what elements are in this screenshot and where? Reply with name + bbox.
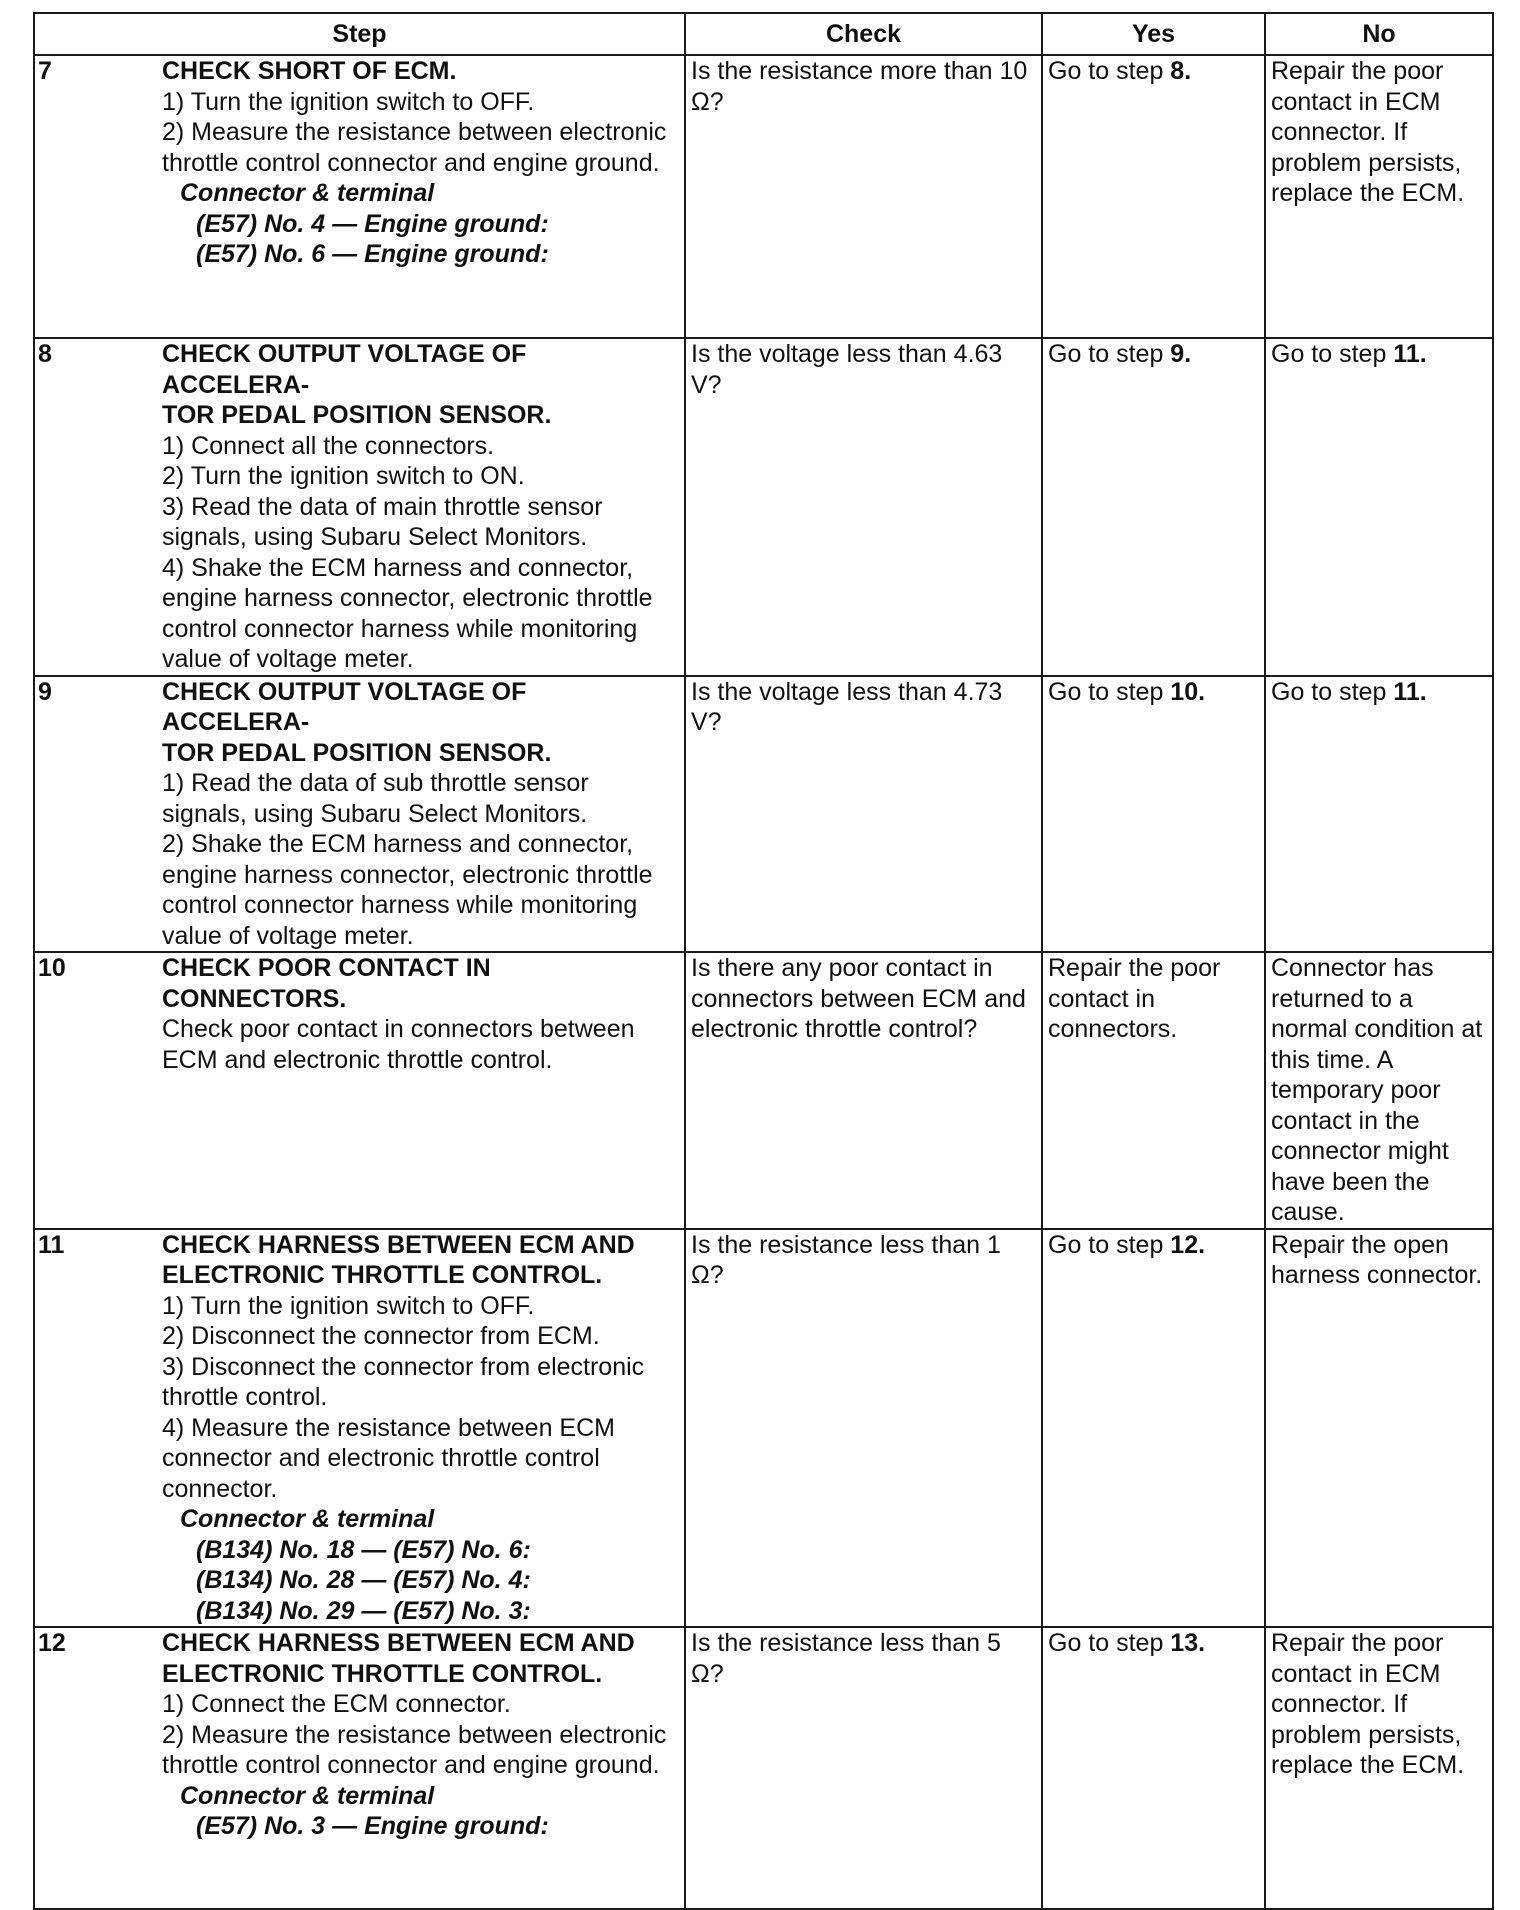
- table-body: [34, 55, 1493, 1909]
- step-title: TOR PEDAL POSITION SENSOR.: [162, 401, 552, 429]
- step-instruction: 2) Measure the resistance between electronic throttle control connector and engine ground.: [162, 1720, 667, 1779]
- step-title: CHECK HARNESS BETWEEN ECM AND: [162, 1629, 635, 1657]
- yes-next-step: 8.: [1170, 57, 1192, 85]
- header-check: Check: [685, 13, 1042, 55]
- table-row: [34, 1627, 1493, 1909]
- step-body: [162, 1230, 679, 1627]
- step-cell: [34, 1627, 685, 1909]
- diagnostic-table: [33, 12, 1494, 1910]
- no-cell: [1265, 952, 1493, 1229]
- connector-terminal-line: (B134) No. 29 — (E57) No. 3:: [196, 1596, 531, 1625]
- yes-next-step: 12.: [1170, 1230, 1206, 1259]
- no-cell: [1265, 1229, 1493, 1628]
- yes-next-step: 10.: [1170, 677, 1206, 706]
- no-cell: [1265, 1627, 1493, 1909]
- no-next-step: 11.: [1393, 340, 1427, 368]
- yes-text: Go to step: [1048, 57, 1171, 85]
- table-header-row: [34, 13, 1493, 55]
- step-instruction: Check poor contact in connectors between ECM and electronic throttle control.: [162, 1015, 635, 1074]
- step-cell: [34, 1229, 685, 1628]
- connector-terminal-line: (B134) No. 18 — (E57) No. 6:: [196, 1535, 531, 1564]
- step-cell: [34, 676, 685, 953]
- check-cell: Is the resistance more than 10 Ω?: [685, 55, 1042, 338]
- step-number: 8: [38, 340, 52, 368]
- yes-text: Go to step: [1048, 1629, 1171, 1657]
- step-instruction: 2) Shake the ECM harness and connector, engine harness connector, electronic throttle control connector harness while monitoring value of voltage meter.: [162, 830, 653, 950]
- yes-cell: [1042, 952, 1265, 1229]
- table-row: [34, 55, 1493, 338]
- step-body: [162, 1628, 679, 1842]
- connector-terminal-line: (E57) No. 4 — Engine ground:: [196, 209, 549, 238]
- step-cell: [34, 55, 685, 338]
- step-title: CHECK OUTPUT VOLTAGE OF ACCELERA-: [162, 677, 527, 736]
- step-instruction: 1) Connect the ECM connector.: [162, 1690, 511, 1718]
- table-row: [34, 952, 1493, 1229]
- check-cell: Is the resistance less than 5 Ω?: [685, 1627, 1042, 1909]
- step-number: 11: [38, 1230, 65, 1259]
- step-instruction: 1) Turn the ignition switch to OFF.: [162, 87, 535, 116]
- yes-text: Go to step: [1048, 1230, 1171, 1259]
- step-number: 12: [38, 1629, 66, 1657]
- table-row: [34, 1229, 1493, 1628]
- connector-terminal-heading: Connector & terminal: [180, 179, 435, 207]
- no-cell: [1265, 676, 1493, 953]
- table-row: [34, 676, 1493, 953]
- yes-cell: [1042, 1627, 1265, 1909]
- no-text: Repair the poor contact in ECM connector. If problem persists, replace the ECM.: [1271, 57, 1465, 207]
- check-cell: Is there any poor contact in connectors between ECM and electronic throttle control?: [685, 952, 1042, 1229]
- connector-terminal-line: (B134) No. 28 — (E57) No. 4:: [196, 1566, 531, 1594]
- yes-text: Go to step: [1048, 677, 1171, 706]
- connector-terminal-heading: Connector & terminal: [180, 1505, 435, 1533]
- step-instruction: 4) Measure the resistance between ECM connector and electronic throttle control connector.: [162, 1413, 615, 1503]
- step-number: 10: [38, 954, 66, 982]
- yes-next-step: 13.: [1170, 1629, 1206, 1657]
- step-instruction: 1) Turn the ignition switch to OFF.: [162, 1291, 535, 1320]
- no-cell: [1265, 338, 1493, 676]
- step-body: [162, 339, 679, 675]
- header-yes: Yes: [1042, 13, 1265, 55]
- step-instruction: 3) Disconnect the connector from electronic throttle control.: [162, 1352, 645, 1411]
- yes-text: Go to step: [1048, 340, 1171, 368]
- step-body: [162, 56, 679, 270]
- step-title: CHECK OUTPUT VOLTAGE OF ACCELERA-: [162, 340, 527, 399]
- step-title: CHECK POOR CONTACT IN CONNECTORS.: [162, 954, 491, 1013]
- no-text: Repair the open harness connector.: [1271, 1230, 1483, 1289]
- step-title: CHECK SHORT OF ECM.: [162, 57, 457, 85]
- yes-text: Repair the poor contact in connectors.: [1048, 954, 1221, 1043]
- step-instruction: 4) Shake the ECM harness and connector, engine harness connector, electronic throttle control connector harness while monitoring value of voltage meter.: [162, 553, 653, 673]
- table-row: [34, 338, 1493, 676]
- step-title: TOR PEDAL POSITION SENSOR.: [162, 738, 552, 767]
- yes-cell: [1042, 676, 1265, 953]
- step-number: 7: [38, 57, 52, 85]
- no-text: Repair the poor contact in ECM connector. If problem persists, replace the ECM.: [1271, 1629, 1465, 1779]
- step-title: ELECTRONIC THROTTLE CONTROL.: [162, 1659, 603, 1688]
- step-instruction: 1) Connect all the connectors.: [162, 431, 495, 460]
- no-text: Go to step: [1271, 340, 1394, 368]
- step-body: [162, 677, 679, 952]
- no-text: Go to step: [1271, 677, 1394, 706]
- connector-terminal-heading: Connector & terminal: [180, 1781, 435, 1810]
- yes-next-step: 9.: [1170, 340, 1192, 368]
- step-instruction: 3) Read the data of main throttle sensor signals, using Subaru Select Monitors.: [162, 492, 603, 551]
- step-body: [162, 953, 679, 1075]
- step-title: CHECK HARNESS BETWEEN ECM AND: [162, 1230, 635, 1259]
- check-cell: Is the voltage less than 4.73 V?: [685, 676, 1042, 953]
- check-cell: Is the voltage less than 4.63 V?: [685, 338, 1042, 676]
- step-instruction: 1) Read the data of sub throttle sensor signals, using Subaru Select Monitors.: [162, 769, 589, 828]
- connector-terminal-line: (E57) No. 6 — Engine ground:: [196, 240, 549, 268]
- step-cell: [34, 952, 685, 1229]
- step-instruction: 2) Measure the resistance between electronic throttle control connector and engine ground.: [162, 118, 667, 177]
- yes-cell: [1042, 338, 1265, 676]
- step-instruction: 2) Turn the ignition switch to ON.: [162, 462, 525, 490]
- no-cell: [1265, 55, 1493, 338]
- step-cell: [34, 338, 685, 676]
- no-next-step: 11.: [1393, 677, 1427, 706]
- check-cell: Is the resistance less than 1 Ω?: [685, 1229, 1042, 1628]
- step-title: ELECTRONIC THROTTLE CONTROL.: [162, 1261, 603, 1289]
- connector-terminal-line: (E57) No. 3 — Engine ground:: [196, 1812, 549, 1840]
- step-number: 9: [38, 677, 52, 706]
- header-step: Step: [34, 13, 685, 55]
- yes-cell: [1042, 1229, 1265, 1628]
- no-text: Connector has returned to a normal condition at this time. A temporary poor contact in the connector might have been the cause.: [1271, 954, 1483, 1226]
- yes-cell: [1042, 55, 1265, 338]
- step-instruction: 2) Disconnect the connector from ECM.: [162, 1322, 600, 1350]
- header-no: No: [1265, 13, 1493, 55]
